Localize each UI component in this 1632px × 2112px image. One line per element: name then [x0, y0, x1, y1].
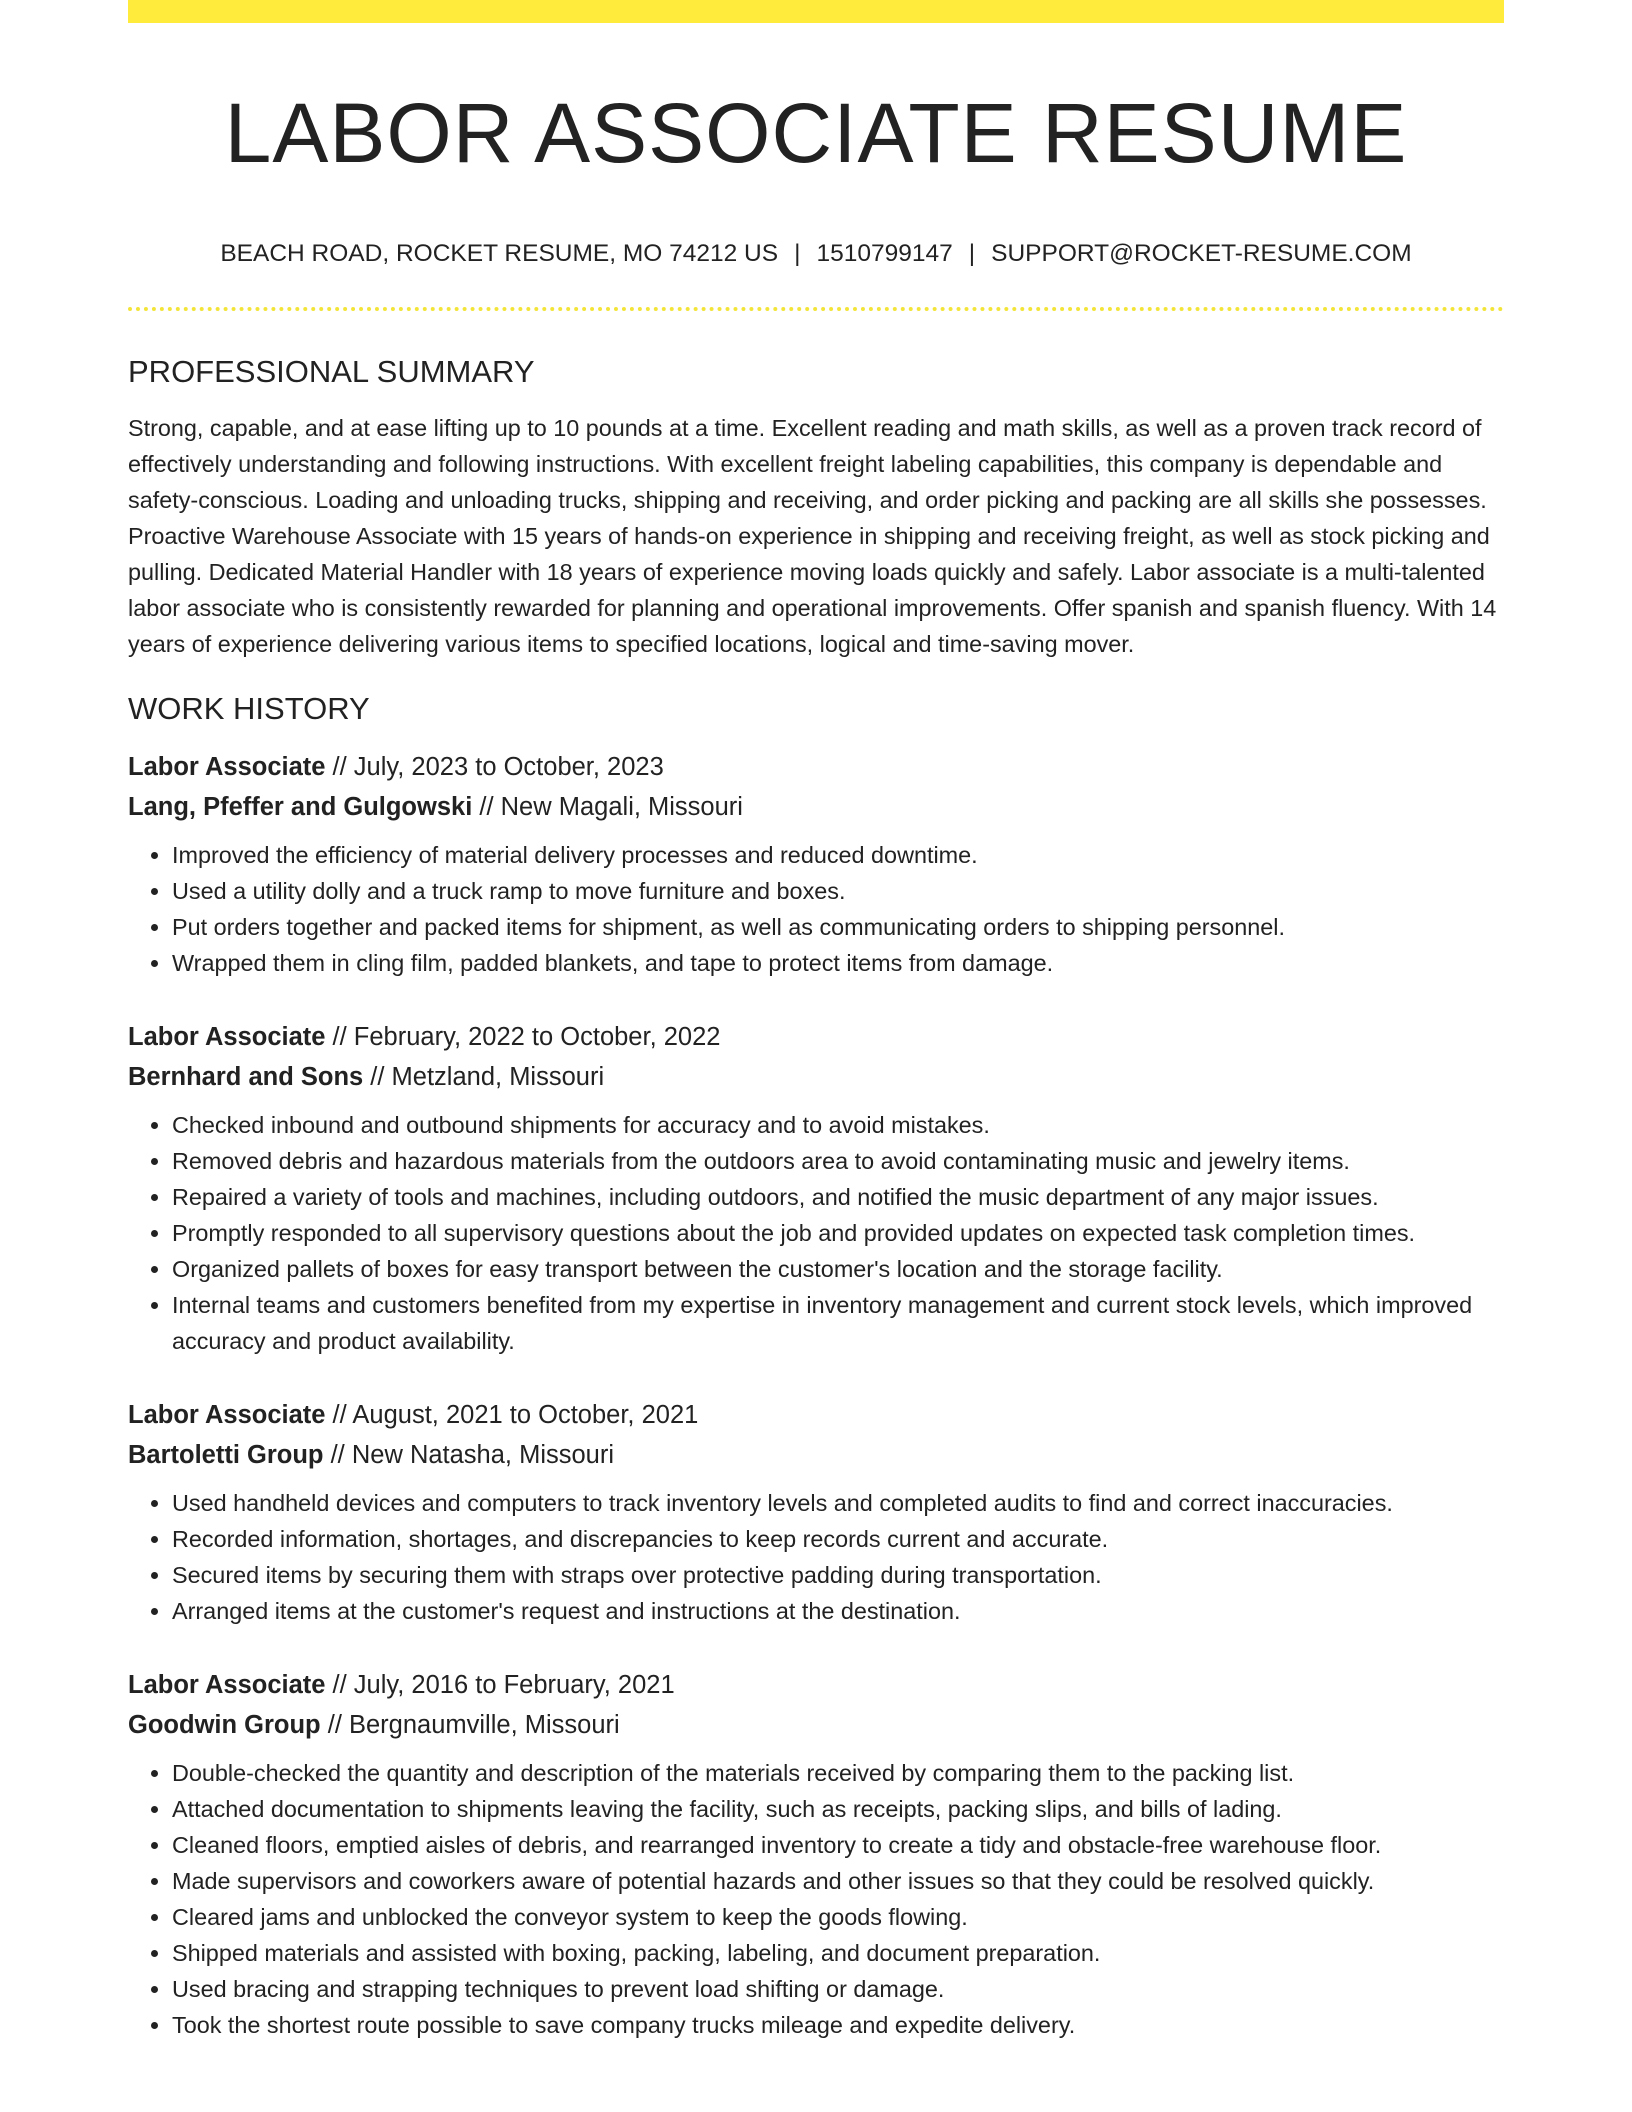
- job-bullet: • Organized pallets of boxes for easy transport between the customer's location and the storage facility.: [172, 1251, 1504, 1287]
- summary-heading: PROFESSIONAL SUMMARY: [128, 354, 535, 389]
- job-title-line: [128, 1395, 1504, 1435]
- job-dates: // August, 2021 to October, 2021: [332, 1401, 699, 1429]
- job-entry: [128, 1395, 1504, 1629]
- job-bullet: • Checked inbound and outbound shipments for accuracy and to avoid mistakes.: [172, 1107, 1504, 1143]
- dotted-divider: [128, 307, 1504, 311]
- job-bullet: • Wrapped them in cling film, padded blankets, and tape to protect items from damage.: [172, 945, 1504, 981]
- job-title: Labor Associate: [128, 1401, 326, 1429]
- job-entry: [128, 1017, 1504, 1359]
- summary-text: Strong, capable, and at ease lifting up to 10 pounds at a time. Excellent reading and math skills, as well as a proven track record of effectively understanding and following instructions. With excellent freight labeling capabilities, this company is dependable and safety-conscious. Loading and unloading trucks, shipping and receiving, and order picking and packing are all skills she possesses. Proactive Warehouse Associate with 15 years of hands-on experience in shipping and receiving freight, as well as stock picking and pulling. Dedicated Material Handler with 18 years of experience moving loads quickly and safely. Labor associate is a multi-talented labor associate who is consistently rewarded for planning and operational improvements. Offer spanish and spanish fluency. With 14 years of experience delivering various items to specified locations, logical and time-saving mover.: [128, 415, 1497, 657]
- job-title: Labor Associate: [128, 1023, 326, 1051]
- job-bullet: • Used handheld devices and computers to track inventory levels and completed audits to find and correct inaccuracies.: [172, 1485, 1504, 1521]
- job-bullet: • Arranged items at the customer's request and instructions at the destination.: [172, 1593, 1504, 1629]
- job-company-line: [128, 1705, 1504, 1745]
- contact-separator: |: [968, 240, 976, 267]
- job-bullet-list: [128, 837, 1504, 981]
- job-title: Labor Associate: [128, 753, 326, 781]
- job-company: Lang, Pfeffer and Gulgowski: [128, 793, 473, 821]
- job-bullet: • Secured items by securing them with straps over protective padding during transportation.: [172, 1557, 1504, 1593]
- job-entry: [128, 1665, 1504, 2043]
- job-company-line: [128, 1057, 1504, 1097]
- job-company: Bernhard and Sons: [128, 1063, 364, 1091]
- job-title-line: [128, 1017, 1504, 1057]
- job-location: // New Magali, Missouri: [479, 793, 743, 821]
- job-bullet-list: [128, 1755, 1504, 2043]
- job-bullet: • Took the shortest route possible to save company trucks mileage and expedite delivery.: [172, 2007, 1504, 2043]
- job-company: Bartoletti Group: [128, 1441, 324, 1469]
- job-bullet-list: [128, 1107, 1504, 1359]
- job-bullet-list: [128, 1485, 1504, 1629]
- job-dates: // February, 2022 to October, 2022: [332, 1023, 721, 1051]
- job-bullet: • Double-checked the quantity and description of the materials received by comparing them to the packing list.: [172, 1755, 1504, 1791]
- work-history-heading: WORK HISTORY: [128, 691, 370, 726]
- job-location: // Metzland, Missouri: [370, 1063, 605, 1091]
- job-bullet: • Recorded information, shortages, and discrepancies to keep records current and accurate.: [172, 1521, 1504, 1557]
- contact-phone: 1510799147: [816, 240, 953, 267]
- job-title: Labor Associate: [128, 1671, 326, 1699]
- job-title-line: [128, 1665, 1504, 1705]
- job-bullet: • Repaired a variety of tools and machines, including outdoors, and notified the music department of any major issues.: [172, 1179, 1504, 1215]
- job-company-line: [128, 787, 1504, 827]
- top-accent-bar: [128, 0, 1504, 23]
- job-bullet: • Improved the efficiency of material delivery processes and reduced downtime.: [172, 837, 1504, 873]
- job-location: // Bergnaumville, Missouri: [327, 1711, 620, 1739]
- job-bullet: • Used bracing and strapping techniques to prevent load shifting or damage.: [172, 1971, 1504, 2007]
- job-entry: [128, 747, 1504, 981]
- contact-address: BEACH ROAD, ROCKET RESUME, MO 74212 US: [220, 240, 779, 267]
- job-bullet: • Made supervisors and coworkers aware of potential hazards and other issues so that they could be resolved quickly.: [172, 1863, 1504, 1899]
- job-bullet: • Promptly responded to all supervisory questions about the job and provided updates on expected task completion times.: [172, 1215, 1504, 1251]
- job-bullet: • Put orders together and packed items for shipment, as well as communicating orders to shipping personnel.: [172, 909, 1504, 945]
- job-bullet: • Cleared jams and unblocked the conveyor system to keep the goods flowing.: [172, 1899, 1504, 1935]
- contact-separator: |: [794, 240, 801, 267]
- job-company: Goodwin Group: [128, 1711, 321, 1739]
- job-bullet: • Used a utility dolly and a truck ramp to move furniture and boxes.: [172, 873, 1504, 909]
- job-location: // New Natasha, Missouri: [330, 1441, 615, 1469]
- job-bullet: • Shipped materials and assisted with boxing, packing, labeling, and document preparation.: [172, 1935, 1504, 1971]
- contact-line: [128, 237, 1504, 271]
- job-bullet: • Removed debris and hazardous materials from the outdoors area to avoid contaminating music and jewelry items.: [172, 1143, 1504, 1179]
- job-bullet: • Attached documentation to shipments leaving the facility, such as receipts, packing slips, and bills of lading.: [172, 1791, 1504, 1827]
- job-company-line: [128, 1435, 1504, 1475]
- job-dates: // July, 2016 to February, 2021: [332, 1671, 675, 1699]
- job-bullet: • Cleaned floors, emptied aisles of debris, and rearranged inventory to create a tidy and obstacle-free warehouse floor.: [172, 1827, 1504, 1863]
- job-dates: // July, 2023 to October, 2023: [332, 753, 664, 781]
- job-bullet: • Internal teams and customers benefited from my expertise in inventory management and current stock levels, which improved accuracy and product availability.: [172, 1287, 1504, 1359]
- resume-title: LABOR ASSOCIATE RESUME: [224, 86, 1408, 180]
- contact-email: SUPPORT@ROCKET-RESUME.COM: [991, 240, 1412, 267]
- resume-content: [128, 352, 1504, 2043]
- job-title-line: [128, 747, 1504, 787]
